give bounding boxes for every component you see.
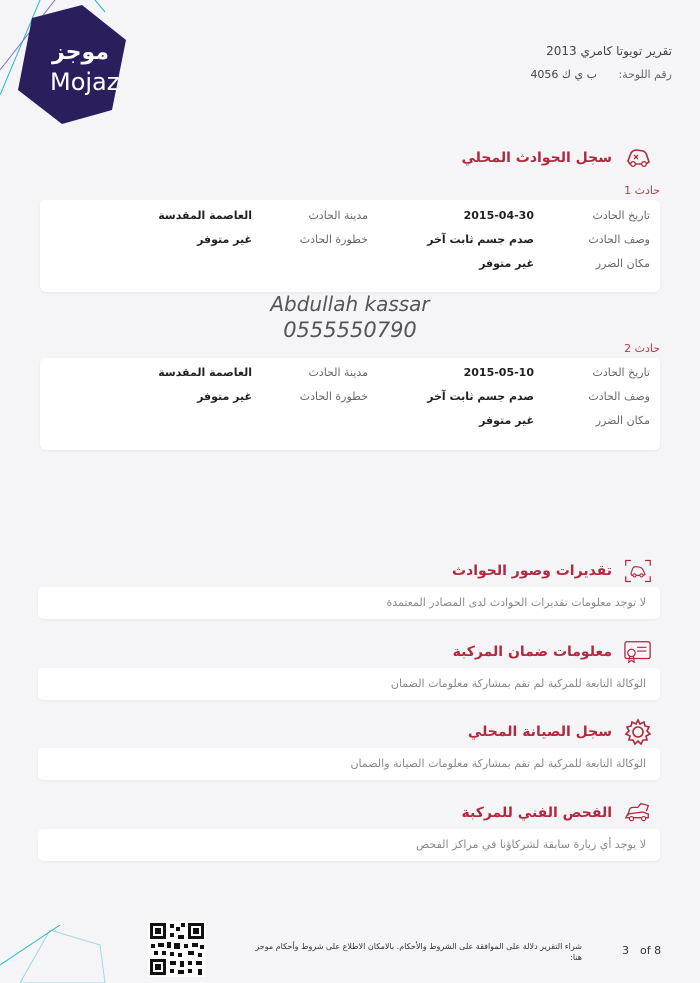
accident-desc-value: صدم جسم ثابت آخر <box>427 233 534 246</box>
accident-1-card <box>40 200 660 292</box>
accident-damage-value: غير متوفر <box>479 414 534 427</box>
accident-severity-key: خطورة الحادث <box>299 390 368 403</box>
warranty-message: الوكالة التابعة للمركبة لم تقم بمشاركة معلومات الضمان <box>390 677 646 690</box>
accident-desc-key: وصف الحادث <box>588 233 650 246</box>
estimates-section-header <box>452 557 652 585</box>
accident-city-key: مدينة الحادث <box>308 209 368 222</box>
plate-value: ب ي ك 4056 <box>530 68 597 81</box>
watermark-name: Abdullah kassar <box>270 292 430 316</box>
accident-date-value: 2015-04-30 <box>463 209 534 222</box>
accident-damage-key: مكان الضرر <box>595 414 650 427</box>
warranty-info-box <box>38 668 660 700</box>
accidents-section-title: سجل الحوادث المحلي <box>461 150 612 166</box>
accident-city-key: مدينة الحادث <box>308 366 368 379</box>
accident-date-value: 2015-05-10 <box>463 366 534 379</box>
accident-2-card <box>40 358 660 450</box>
maintenance-message: الوكالة التابعة للمركبة لم تقم بمشاركة معلومات الصيانة والضمان <box>350 757 646 770</box>
accident-date-key: تاريخ الحادث <box>592 366 650 379</box>
corner-decoration <box>0 925 110 983</box>
maintenance-section-title: سجل الصيانة المحلي <box>467 724 612 740</box>
logo-arabic: موجز <box>52 40 109 65</box>
accident-damage-value: غير متوفر <box>479 257 534 270</box>
car-crash-icon <box>624 144 652 172</box>
watermark-phone: 0555550790 <box>283 318 417 342</box>
estimates-info-box <box>38 587 660 619</box>
accident-severity-value: غير متوفر <box>197 233 252 246</box>
accident-damage-key: مكان الضرر <box>595 257 650 270</box>
footer-terms: شراء التقرير دلالة على الموافقة على الشروط والأحكام. بالامكان الاطلاع على شروط وأحكام موجز هنا: <box>255 942 582 962</box>
accident-city-value: العاصمة المقدسة <box>158 366 252 379</box>
accident-severity-value: غير متوفر <box>197 390 252 403</box>
accidents-section-header <box>462 144 653 172</box>
estimates-section-title: تقديرات وصور الحوادث <box>451 563 612 579</box>
page-total: of 8 <box>640 944 662 957</box>
warranty-section-title: معلومات ضمان المركبة <box>452 644 612 660</box>
logo-english: Mojaz <box>50 68 120 96</box>
mojaz-logo <box>0 0 140 135</box>
gear-icon <box>624 718 652 746</box>
maintenance-section-header <box>468 718 652 746</box>
car-inspection-icon <box>624 799 652 827</box>
accident-1-label: حادث 1 <box>624 184 660 197</box>
accident-severity-key: خطورة الحادث <box>299 233 368 246</box>
page-number: 3 <box>622 944 629 957</box>
certificate-icon <box>624 638 652 666</box>
qr-code[interactable] <box>148 921 206 977</box>
estimates-message: لا توجد معلومات تقديرات الحوادث لدى المصادر المعتمدة <box>386 596 646 609</box>
plate-label: رقم اللوحة: <box>618 68 672 81</box>
maintenance-info-box <box>38 748 660 780</box>
accident-desc-value: صدم جسم ثابت آخر <box>427 390 534 403</box>
accident-desc-key: وصف الحادث <box>588 390 650 403</box>
inspection-message: لا يوجد أي زيارة سابقة لشركاؤنا في مراكز الفحص <box>416 838 646 851</box>
plate-row <box>530 68 672 81</box>
accident-2-label: حادث 2 <box>624 342 660 355</box>
inspection-section-title: الفحص الفني للمركبة <box>461 805 612 821</box>
accident-date-key: تاريخ الحادث <box>592 209 650 222</box>
inspection-section-header <box>462 799 653 827</box>
report-title: تقرير تويوتا كامري 2013 <box>546 44 672 58</box>
inspection-info-box <box>38 829 660 861</box>
accident-city-value: العاصمة المقدسة <box>158 209 252 222</box>
crash-photo-icon <box>624 557 652 585</box>
warranty-section-header <box>453 638 652 666</box>
